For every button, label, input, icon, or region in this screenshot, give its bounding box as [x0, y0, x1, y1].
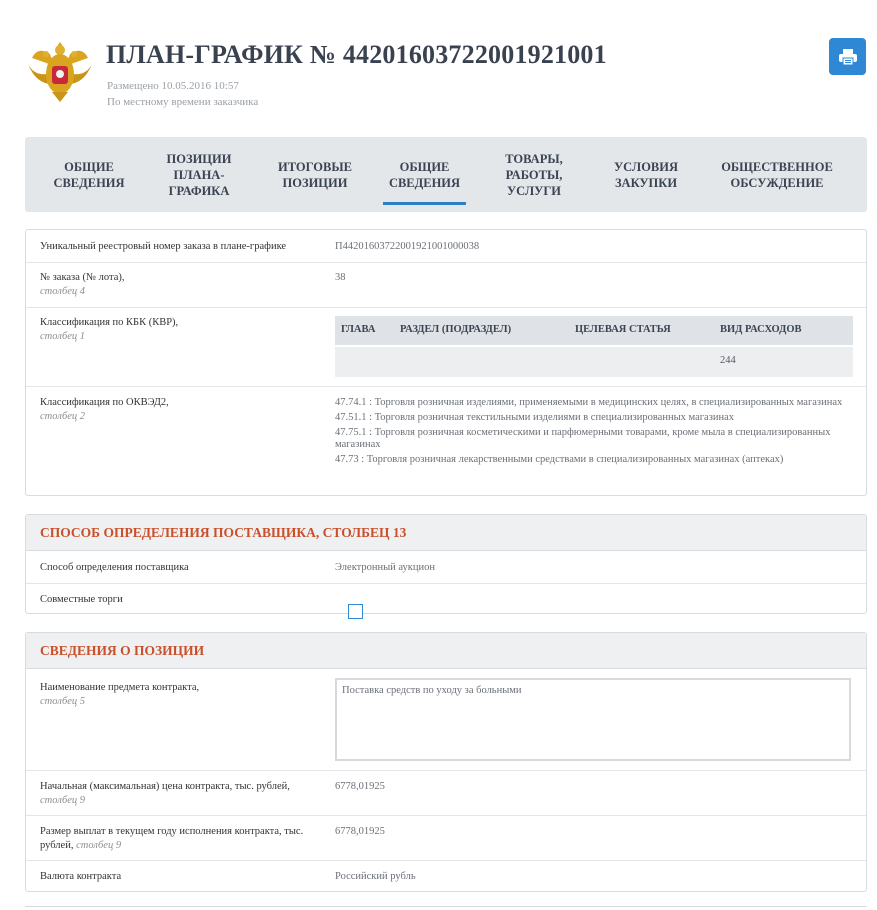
coat-of-arms-icon	[24, 36, 96, 108]
supplier-section-title: СПОСОБ ОПРЕДЕЛЕНИЯ ПОСТАВЩИКА, СТОЛБЕЦ 13	[40, 525, 407, 540]
joint-label: Совместные торги	[40, 594, 123, 605]
kbk-header-expense-type: ВИД РАСХОДОВ	[720, 324, 802, 335]
method-value: Электронный аукцион	[335, 562, 435, 573]
tab-plan-positions[interactable]: ПОЗИЦИИ ПЛАНА-ГРАФИКА	[166, 151, 232, 198]
joint-auction-checkbox[interactable]	[348, 604, 363, 619]
order-column: столбец 4	[40, 286, 86, 297]
kbk-table-row	[335, 347, 853, 377]
tab-goods-works-services[interactable]: ТОВАРЫ, РАБОТЫ, УСЛУГИ	[505, 151, 563, 198]
method-row	[26, 552, 866, 583]
order-row	[26, 262, 866, 307]
order-label: № заказа (№ лота),	[40, 272, 125, 283]
currency-value: Российский рубль	[335, 871, 416, 882]
price-value: 6778,01925	[335, 781, 385, 792]
payments-value: 6778,01925	[335, 826, 385, 837]
posted-date: Размещено 10.05.2016 10:57	[107, 80, 239, 92]
kbk-column: столбец 1	[40, 331, 86, 342]
subject-column: столбец 5	[40, 696, 86, 707]
okved-row	[26, 386, 866, 496]
okved-label: Классификация по ОКВЭД2,	[40, 397, 169, 408]
main-info-card	[25, 229, 867, 496]
method-label: Способ определения поставщика	[40, 562, 189, 573]
print-button[interactable]	[829, 38, 866, 75]
page-header	[24, 36, 866, 116]
tab-purchase-conditions[interactable]: УСЛОВИЯ ЗАКУПКИ	[613, 159, 678, 190]
registry-label: Уникальный реестровый номер заказа в плане-графике	[40, 241, 287, 252]
kbk-header-section: РАЗДЕЛ (ПОДРАЗДЕЛ)	[400, 324, 512, 335]
payments-label: Размер выплат в текущем году исполнения контракта, тыс. рублей,	[40, 826, 304, 851]
currency-row	[26, 860, 866, 892]
next-section-edge	[25, 906, 867, 907]
page-title: ПЛАН-ГРАФИК № 44201603722001921001	[106, 40, 607, 69]
payments-row	[26, 815, 866, 860]
okved-column: столбец 2	[40, 411, 86, 422]
kbk-table-header	[335, 316, 853, 345]
currency-label: Валюта контракта	[40, 871, 122, 882]
tab-total-positions[interactable]: ИТОГОВЫЕ ПОЗИЦИИ	[278, 159, 352, 190]
position-section	[25, 632, 867, 892]
subject-textarea[interactable]	[335, 678, 851, 761]
kbk-label: Классификация по КБК (КВР),	[40, 317, 179, 328]
joint-row	[26, 583, 866, 614]
kbk-cell-expense-type: 244	[720, 355, 736, 366]
okved-item: 47.51.1 : Торговля розничная текстильными изделиями в специализированных магазинах	[335, 412, 734, 423]
supplier-section-header	[26, 515, 866, 551]
okved-list	[335, 397, 855, 469]
price-label: Начальная (максимальная) цена контракта, тыс. рублей,	[40, 781, 290, 792]
kbk-row	[26, 307, 866, 386]
tab-public-discussion[interactable]: ОБЩЕСТВЕННОЕ ОБСУЖДЕНИЕ	[721, 159, 833, 190]
tab-bar	[25, 137, 867, 212]
okved-item: 47.75.1 : Торговля розничная косметическими и парфюмерными товарами, кроме мыла в специализированных магазинах	[335, 427, 831, 450]
okved-item: 47.74.1 : Торговля розничная изделиями, применяемыми в медицинских целях, в специализированных магазинах	[335, 397, 843, 408]
price-row	[26, 770, 866, 815]
kbk-header-chapter: ГЛАВА	[341, 324, 376, 335]
price-column: столбец 9	[40, 795, 86, 806]
timezone-note: По местному времени заказчика	[107, 96, 259, 108]
okved-item: 47.73 : Торговля розничная лекарственными средствами в специализированных магазинах (аптеках)	[335, 454, 784, 465]
tab-general-info-active[interactable]: ОБЩИЕ СВЕДЕНИЯ	[383, 137, 466, 212]
position-section-header	[26, 633, 866, 669]
position-section-title: СВЕДЕНИЯ О ПОЗИЦИИ	[40, 643, 205, 658]
supplier-section	[25, 514, 867, 614]
tab-general-info[interactable]: ОБЩИЕ СВЕДЕНИЯ	[53, 159, 125, 190]
registry-value: П44201603722001921001000038	[335, 241, 480, 252]
subject-label: Наименование предмета контракта,	[40, 682, 200, 693]
order-value: 38	[335, 272, 346, 283]
payments-column: столбец 9	[76, 840, 122, 851]
printer-icon	[838, 48, 858, 66]
subject-row	[26, 670, 866, 770]
registry-row	[26, 230, 866, 262]
kbk-table	[335, 316, 853, 378]
kbk-header-target: ЦЕЛЕВАЯ СТАТЬЯ	[575, 324, 671, 335]
